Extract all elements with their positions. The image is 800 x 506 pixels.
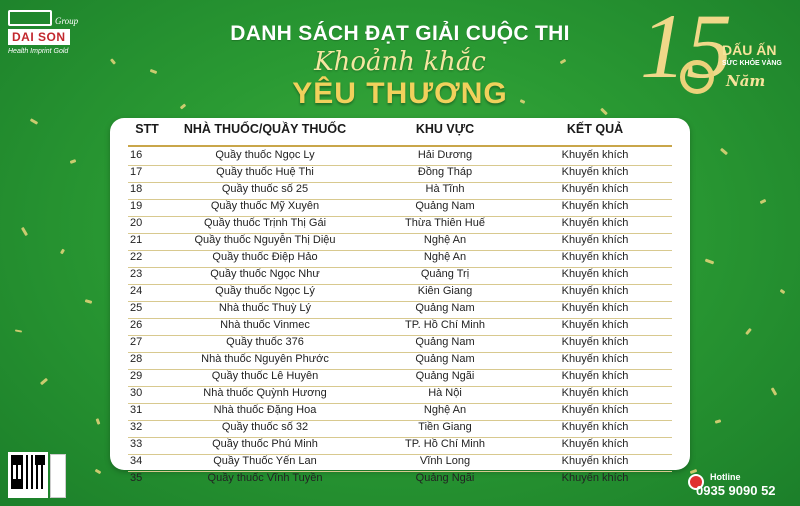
cell-result: Khuyến khích [561, 353, 629, 365]
cell-result: Khuyến khích [561, 166, 629, 178]
cell-stt: 25 [130, 302, 143, 314]
cell-region: Quảng Trị [420, 268, 470, 280]
cell-stt: 33 [130, 438, 143, 450]
cell-result: Khuyến khích [561, 200, 629, 212]
cell-stt: 28 [130, 353, 143, 365]
cell-pharmacy: Quầy thuốc Nguyễn Thị Diệu [194, 234, 336, 246]
badge-nam: Năm [726, 72, 766, 90]
qr-label-icon [50, 454, 66, 498]
cell-pharmacy: Quầy Thuốc Yến Lan [213, 455, 317, 467]
anniversary-badge [640, 0, 790, 118]
badge-ring-icon [680, 60, 714, 94]
confetti-piece [720, 148, 728, 155]
table-row [110, 149, 690, 166]
cell-region: Đồng Tháp [417, 166, 473, 178]
cell-stt: 19 [130, 200, 143, 212]
cell-pharmacy: Nhà thuốc Quỳnh Hương [203, 387, 327, 399]
cell-result: Khuyến khích [561, 404, 629, 416]
table-row [110, 183, 690, 200]
cell-result: Khuyến khích [561, 234, 629, 246]
cell-result: Khuyến khích [561, 302, 629, 314]
cell-pharmacy: Nhà thuốc Vinmec [220, 319, 310, 331]
confetti-piece [96, 418, 101, 425]
qr-code-icon [8, 452, 48, 498]
cell-result: Khuyến khích [561, 370, 629, 382]
hotline [688, 472, 800, 502]
table-row [110, 234, 690, 251]
hotline-label: Hotline [710, 472, 741, 482]
confetti-piece [30, 118, 38, 125]
header-divider [128, 145, 672, 147]
cell-result: Khuyến khích [561, 217, 629, 229]
table-row [110, 302, 690, 319]
header-pharmacy: NHÀ THUỐC/QUẦY THUỐC [183, 122, 347, 136]
header-region: KHU VỰC [415, 122, 475, 136]
table-row [110, 251, 690, 268]
badge-subtitle: SỨC KHỎE VÀNG [722, 60, 782, 67]
table-row [110, 455, 690, 472]
header-result: KẾT QUẢ [566, 122, 624, 136]
cell-stt: 18 [130, 183, 143, 195]
confetti-piece [70, 159, 77, 164]
cell-pharmacy: Quầy thuốc Phú Minh [212, 438, 318, 450]
cell-stt: 29 [130, 370, 143, 382]
cell-result: Khuyến khích [561, 251, 629, 263]
results-table [110, 118, 690, 484]
logo-tagline: Health Imprint Gold [8, 48, 69, 55]
confetti-piece [95, 469, 102, 475]
cell-pharmacy: Quầy thuốc Lê Huyên [211, 370, 319, 382]
confetti-piece [771, 387, 778, 395]
cell-result: Khuyến khích [561, 421, 629, 433]
cell-region: Hải Dương [417, 149, 473, 161]
cell-pharmacy: Quầy thuốc Ngọc Ly [215, 149, 315, 161]
cell-stt: 30 [130, 387, 143, 399]
table-row [110, 319, 690, 336]
confetti-piece [60, 249, 65, 255]
cell-pharmacy: Nhà thuốc Đặng Hoa [213, 404, 317, 416]
badge-dau-an: DẤU ẤN [722, 42, 777, 58]
table-row [110, 404, 690, 421]
table-header [110, 122, 690, 142]
cell-pharmacy: Quầy thuốc số 25 [221, 183, 309, 195]
table-row [110, 387, 690, 404]
cell-region: Quảng Ngãi [415, 472, 475, 484]
cell-region: TP. Hồ Chí Minh [405, 319, 485, 331]
cell-result: Khuyến khích [561, 438, 629, 450]
table-row [110, 166, 690, 183]
cell-region: Hà Nội [428, 387, 462, 399]
table-row [110, 336, 690, 353]
cell-stt: 27 [130, 336, 143, 348]
cell-result: Khuyến khích [561, 319, 629, 331]
logo-group-label: Group [55, 16, 79, 26]
cell-result: Khuyến khích [561, 183, 629, 195]
badge-number: 15 [640, 0, 732, 97]
cell-stt: 17 [130, 166, 143, 178]
cell-region: Nghệ An [423, 251, 467, 263]
page-title: DANH SÁCH ĐẠT GIẢI CUỘC THI [230, 22, 570, 45]
cell-region: Kiên Giang [417, 285, 473, 297]
cell-pharmacy: Quầy thuốc Huệ Thi [216, 166, 314, 178]
cell-region: Quảng Nam [415, 302, 475, 314]
cell-region: Nghệ An [423, 404, 467, 416]
table-row [110, 285, 690, 302]
table-row [110, 438, 690, 455]
cell-stt: 34 [130, 455, 143, 467]
cell-pharmacy: Quầy thuốc Mỹ Xuyên [210, 200, 320, 212]
cell-stt: 23 [130, 268, 143, 280]
hotline-number: 0935 9090 52 [696, 483, 776, 498]
cell-region: Nghệ An [423, 234, 467, 246]
table-row [110, 353, 690, 370]
cell-region: Quảng Ngãi [415, 370, 475, 382]
confetti-piece [745, 328, 752, 335]
cell-pharmacy: Quầy thuốc số 32 [221, 421, 309, 433]
table-row [110, 200, 690, 217]
header-stt: STT [135, 122, 159, 136]
cell-result: Khuyến khích [561, 268, 629, 280]
confetti-piece [715, 419, 722, 423]
table-row [110, 217, 690, 234]
confetti-piece [15, 329, 22, 332]
table-row [110, 421, 690, 438]
confetti-piece [760, 199, 767, 204]
cell-region: Vĩnh Long [419, 455, 471, 467]
cell-pharmacy: Nhà thuốc Nguyên Phước [201, 353, 329, 365]
cell-result: Khuyến khích [561, 285, 629, 297]
cell-pharmacy: Quầy thuốc Điệp Hảo [212, 251, 318, 263]
page-subtitle-script: Khoảnh khắc [314, 47, 486, 77]
cell-region: Quảng Nam [415, 336, 475, 348]
cell-pharmacy: Quầy thuốc Trịnh Thị Gái [203, 217, 327, 229]
cell-pharmacy: Quầy thuốc Vĩnh Tuyền [207, 472, 323, 484]
cell-region: Tiền Giang [418, 421, 472, 433]
cell-stt: 35 [130, 472, 143, 484]
cell-result: Khuyến khích [561, 336, 629, 348]
confetti-piece [85, 299, 93, 304]
cell-stt: 21 [130, 234, 143, 246]
confetti-piece [21, 227, 28, 236]
page-subtitle-main: YÊU THƯƠNG [292, 77, 508, 110]
cell-region: Thừa Thiên Huế [405, 217, 485, 229]
table-row [110, 472, 690, 489]
confetti-piece [780, 289, 786, 294]
cell-region: Hà Tĩnh [425, 183, 465, 195]
cell-stt: 22 [130, 251, 143, 263]
cell-stt: 16 [130, 149, 143, 161]
logo-name: DAI SON [8, 29, 70, 45]
confetti-piece [705, 259, 714, 265]
cell-result: Khuyến khích [561, 149, 629, 161]
cell-region: Quảng Nam [415, 353, 475, 365]
cell-pharmacy: Quầy thuốc 376 [226, 336, 304, 348]
cell-region: TP. Hồ Chí Minh [405, 438, 485, 450]
cell-stt: 20 [130, 217, 143, 229]
cell-stt: 26 [130, 319, 143, 331]
cell-pharmacy: Quầy thuốc Ngọc Lý [215, 285, 315, 297]
cell-pharmacy: Nhà thuốc Thuỳ Lý [218, 302, 312, 314]
cell-stt: 32 [130, 421, 143, 433]
cell-pharmacy: Quầy thuốc Ngọc Như [210, 268, 320, 280]
table-row [110, 268, 690, 285]
table-row [110, 370, 690, 387]
confetti-piece [40, 378, 48, 385]
cell-stt: 24 [130, 285, 143, 297]
cell-result: Khuyến khích [561, 455, 629, 467]
cell-result: Khuyến khích [561, 472, 629, 484]
cell-result: Khuyến khích [561, 387, 629, 399]
cell-region: Quảng Nam [415, 200, 475, 212]
cell-stt: 31 [130, 404, 143, 416]
